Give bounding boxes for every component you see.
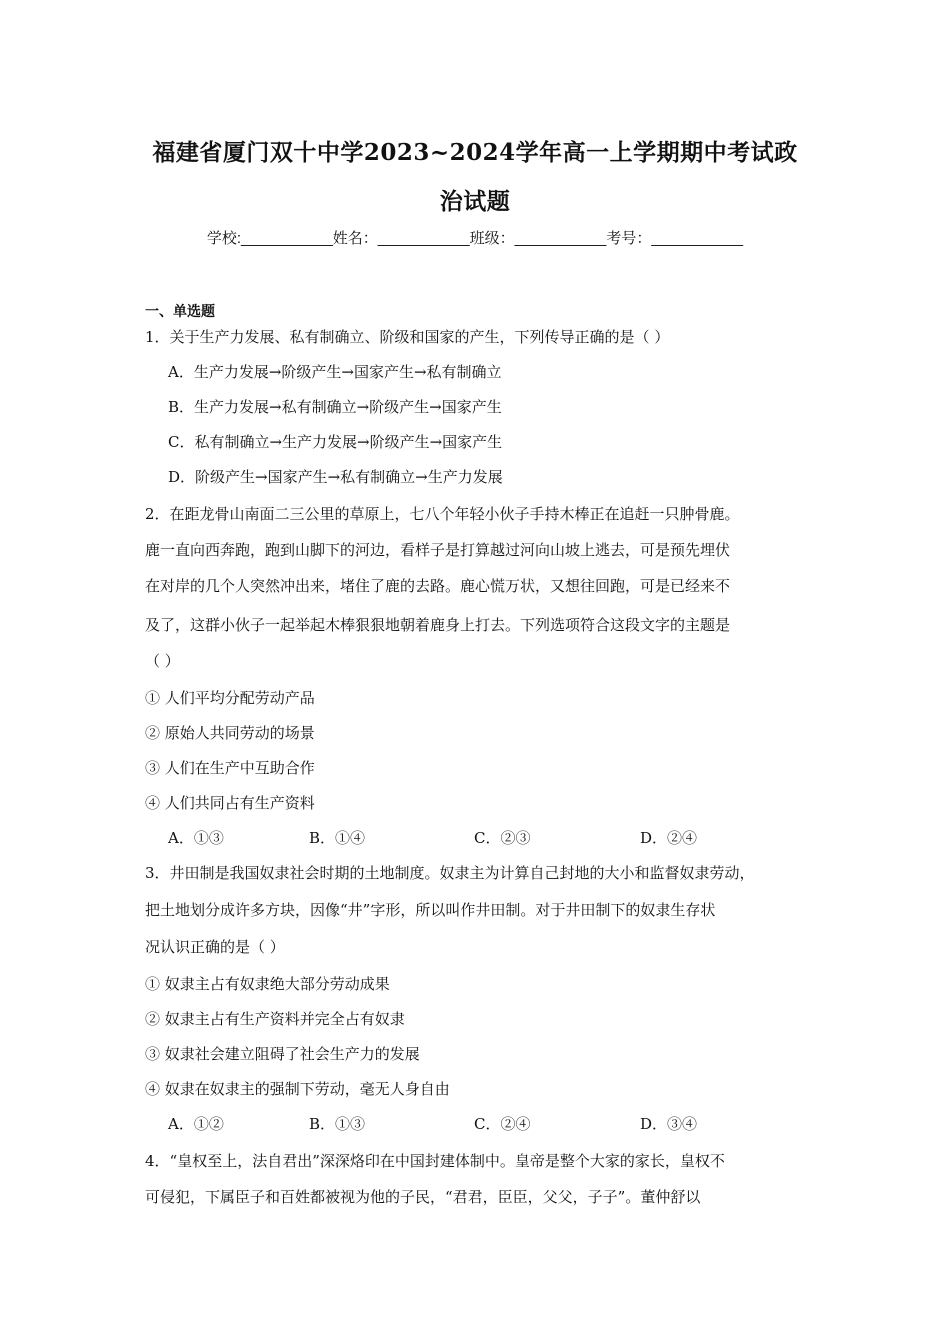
- question-2-option-b: B．①④: [309, 829, 366, 847]
- question-2-stem-line2: 鹿一直向西奔跑，跑到山脚下的河边，看样子是打算越过河向山坡上逃去，可是预先埋伏: [145, 541, 731, 559]
- question-3-item-2: ② 奴隶主占有生产资料并完全占有奴隶: [145, 1010, 405, 1028]
- question-1-option-b: B．生产力发展→私有制确立→阶级产生→国家产生: [168, 398, 502, 416]
- question-2-option-c: C．②③: [474, 829, 531, 847]
- section-heading: 一、单选题: [145, 304, 215, 320]
- student-info-line: 学校:___________姓名：___________班级：___________考号：___________: [206, 230, 744, 247]
- question-2-item-1: ① 人们平均分配劳动产品: [145, 689, 315, 707]
- question-2-item-3: ③ 人们在生产中互助合作: [145, 759, 315, 777]
- question-3-stem-line2: 把土地划分成许多方块，因像“井”字形，所以叫作井田制。对于井田制下的奴隶生存状: [145, 901, 716, 919]
- question-1-option-c: C．私有制确立→生产力发展→阶级产生→国家产生: [168, 433, 503, 451]
- question-4-stem-line1: 4．“皇权至上，法自君出”深深烙印在中国封建体制中。皇帝是整个大家的家长，皇权不: [145, 1152, 725, 1170]
- question-1-stem: 1．关于生产力发展、私有制确立、阶级和国家的产生，下列传导正确的是（ ）: [145, 328, 670, 346]
- question-3-stem-line3: 况认识正确的是（ ）: [145, 938, 285, 956]
- question-3-item-1: ① 奴隶主占有奴隶绝大部分劳动成果: [145, 975, 390, 993]
- question-3-option-d: D．③④: [640, 1115, 698, 1133]
- question-2-stem-line3: 在对岸的几个人突然冲出来，堵住了鹿的去路。鹿心慌万状，又想往回跑，可是已经来不: [145, 577, 731, 595]
- exam-title-line1: 福建省厦门双十中学2023~2024学年高一上学期期中考试政: [152, 139, 798, 166]
- question-2-option-a: A．①③: [168, 829, 224, 847]
- question-3-option-a: A．①②: [168, 1115, 224, 1133]
- question-3-stem-line1: 3．井田制是我国奴隶社会时期的土地制度。奴隶主为计算自己封地的大小和监督奴隶劳动，: [145, 864, 755, 882]
- question-1-option-d: D．阶级产生→国家产生→私有制确立→生产力发展: [168, 468, 503, 486]
- question-2-stem-line1: 2．在距龙骨山南面二三公里的草原上，七八个年轻小伙子手持木棒正在追赶一只肿骨鹿。: [145, 505, 740, 523]
- question-4-stem-line2: 可侵犯，下属臣子和百姓都被视为他的子民，“君君，臣臣，父父，子子”。董仲舒以: [145, 1188, 701, 1206]
- question-2-stem-line5: （ ）: [145, 652, 180, 670]
- question-1-option-a: A．生产力发展→阶级产生→国家产生→私有制确立: [168, 363, 502, 381]
- exam-title-line2: 治试题: [439, 188, 511, 215]
- question-2-item-2: ② 原始人共同劳动的场景: [145, 724, 315, 742]
- question-3-option-b: B．①③: [309, 1115, 366, 1133]
- question-3-item-4: ④ 奴隶在奴隶主的强制下劳动，毫无人身自由: [145, 1080, 450, 1098]
- question-3-item-3: ③ 奴隶社会建立阻碍了社会生产力的发展: [145, 1045, 420, 1063]
- question-2-stem-line4: 及了，这群小伙子一起举起木棒狠狠地朝着鹿身上打去。下列选项符合这段文字的主题是: [145, 616, 731, 634]
- question-3-option-c: C．②④: [474, 1115, 531, 1133]
- question-2-item-4: ④ 人们共同占有生产资料: [145, 794, 315, 812]
- question-2-option-d: D．②④: [640, 829, 698, 847]
